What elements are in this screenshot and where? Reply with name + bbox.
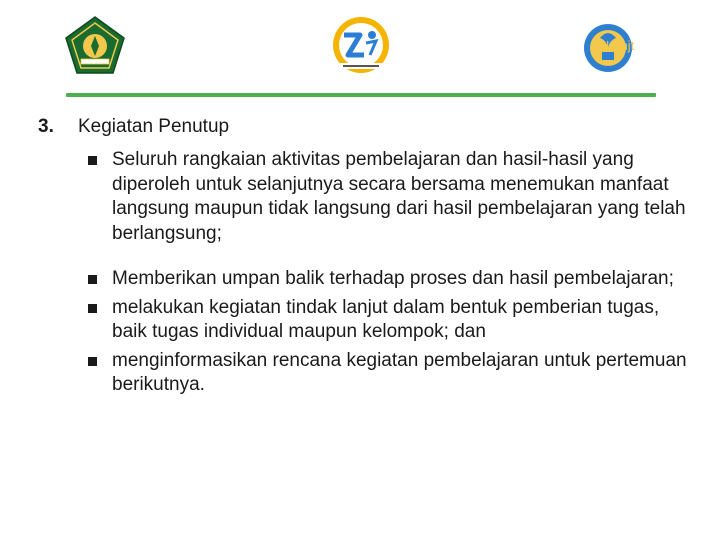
- square-bullet-icon: [88, 275, 97, 284]
- bullet-text: Seluruh rangkaian aktivitas pembelajaran dan hasil-hasil yang diperoleh untuk selanjutnya secara bersama menemukan manfaat langsung maupun tidak langsung dari hasil pembelajaran yang telah berlangsung;: [112, 149, 686, 244]
- kementerian-agama-emblem-icon: [64, 15, 126, 77]
- tut-wuri-handayani-emblem-icon: [580, 20, 660, 80]
- bullet-list: [88, 148, 698, 402]
- header-divider: [66, 93, 656, 97]
- bullet-text: menginformasikan rencana kegiatan pembelajaran untuk pertemuan berikutnya.: [112, 349, 687, 395]
- kurikulum-2013-logo-icon: [330, 15, 392, 77]
- emblem-overlay-text: Lanjt: [606, 38, 635, 53]
- section-number: 3.: [38, 116, 54, 137]
- section-heading: [38, 116, 229, 138]
- list-item: [88, 148, 698, 246]
- list-item: [88, 349, 698, 398]
- list-item: [88, 267, 698, 292]
- square-bullet-icon: [88, 304, 97, 313]
- bullet-text: melakukan kegiatan tindak lanjut dalam bentuk pemberian tugas, baik tugas individual maupun kelompok; dan: [112, 296, 660, 342]
- square-bullet-icon: [88, 156, 97, 165]
- bullet-text: Memberikan umpan balik terhadap proses dan hasil pembelajaran;: [112, 268, 674, 289]
- list-item: [88, 296, 698, 345]
- square-bullet-icon: [88, 357, 97, 366]
- section-title: Kegiatan Penutup: [78, 116, 230, 137]
